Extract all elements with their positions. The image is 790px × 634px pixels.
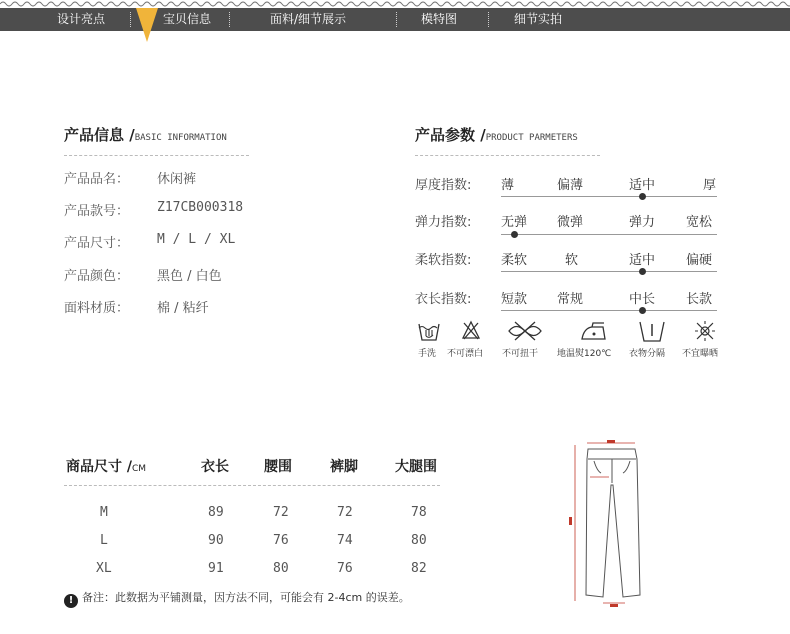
- hand-wash-icon: [417, 320, 441, 342]
- param-option: 适中: [629, 253, 656, 268]
- nav-item-model[interactable]: 模特图: [421, 12, 458, 26]
- info-label-material: 面料材质：: [64, 301, 130, 316]
- separate-wash-icon: [637, 320, 667, 344]
- size-cell: 80: [273, 561, 289, 576]
- care-label-no-sun: 不宜曝晒: [682, 349, 719, 359]
- param-option: 偏薄: [557, 178, 584, 193]
- param-option: 无弹: [501, 215, 528, 230]
- product-params-title-cn: 产品参数 /: [415, 126, 486, 144]
- param-option: 适中: [629, 178, 656, 193]
- info-label-style-no: 产品款号：: [64, 204, 130, 219]
- size-cell: 80: [411, 533, 427, 548]
- size-cell: 78: [411, 505, 427, 520]
- info-value-material: 棉 / 粘纤: [157, 301, 209, 316]
- no-bleach-icon: [461, 320, 481, 340]
- param-label-length: 衣长指数:: [415, 292, 472, 307]
- wavy-border: [0, 0, 790, 8]
- warning-icon: !: [64, 594, 78, 608]
- product-info-title-en: BASIC INFORMATION: [134, 133, 227, 143]
- size-cell: 91: [208, 561, 224, 576]
- size-label: M: [100, 505, 108, 520]
- param-option: 常规: [557, 292, 584, 307]
- scale-marker: [639, 193, 646, 200]
- size-table-unit: CM: [132, 464, 147, 474]
- nav-separator: [130, 12, 131, 27]
- divider: [64, 485, 440, 486]
- size-cell: 72: [273, 505, 289, 520]
- size-header-waist: 腰围: [264, 459, 292, 475]
- size-cell: 90: [208, 533, 224, 548]
- nav-item-detail[interactable]: 细节实拍: [514, 12, 563, 26]
- param-option: 偏硬: [686, 253, 713, 268]
- care-label-no-wring: 不可扭干: [502, 349, 539, 359]
- param-label-softness: 柔软指数:: [415, 253, 472, 268]
- param-option: 软: [565, 253, 579, 268]
- info-label-size: 产品尺寸：: [64, 236, 130, 251]
- scale-line: [501, 196, 717, 197]
- no-sun-dry-icon: [694, 320, 716, 342]
- product-params-title-en: PRODUCT PARMETERS: [485, 133, 578, 143]
- nav-item-info[interactable]: 宝贝信息: [163, 12, 212, 26]
- size-cell: 89: [208, 505, 224, 520]
- nav-separator: [488, 12, 489, 27]
- care-label-separate: 衣物分隔: [629, 349, 666, 359]
- param-option: 弹力: [629, 215, 656, 230]
- nav-item-design[interactable]: 设计亮点: [57, 12, 106, 26]
- scale-marker: [639, 307, 646, 314]
- info-value-style-no: Z17CB000318: [157, 200, 244, 215]
- iron-low-icon: [579, 320, 609, 342]
- size-header-hem: 裤脚: [330, 459, 358, 475]
- no-wring-icon: [505, 320, 545, 342]
- scale-marker: [639, 268, 646, 275]
- info-value-size: M / L / XL: [157, 232, 236, 247]
- size-cell: 76: [337, 561, 353, 576]
- product-info-title: [64, 124, 227, 145]
- size-header-length: 衣长: [201, 459, 229, 475]
- size-cell: 74: [337, 533, 353, 548]
- size-cell: 76: [273, 533, 289, 548]
- size-table-title-cn: 商品尺寸 /: [66, 459, 132, 475]
- size-label: L: [100, 533, 108, 548]
- care-label-iron: 地温熨120℃: [557, 349, 612, 359]
- nav-item-fabric[interactable]: 面料/细节展示: [270, 12, 347, 26]
- nav-separator: [229, 12, 230, 27]
- divider: [415, 155, 600, 156]
- param-option: 柔软: [501, 253, 528, 268]
- nav-separator: [396, 12, 397, 27]
- scale-line: [501, 310, 717, 311]
- param-option: 薄: [501, 178, 515, 193]
- divider: [64, 155, 249, 156]
- size-header-thigh: 大腿围: [395, 459, 437, 475]
- info-value-color: 黑色 / 白色: [157, 269, 222, 284]
- care-label-hand-wash: 手洗: [418, 349, 437, 359]
- param-option: 厚: [703, 178, 717, 193]
- size-label: XL: [96, 561, 112, 576]
- size-table-title: [66, 456, 146, 476]
- scale-line: [501, 234, 717, 235]
- size-cell: 72: [337, 505, 353, 520]
- note-text: 备注：此数据为平铺测量，因方法不同，可能会有 2-4cm 的误差。: [82, 591, 410, 604]
- param-option: 中长: [629, 292, 656, 307]
- param-option: 长款: [686, 292, 713, 307]
- product-params-title: [415, 124, 578, 145]
- param-option: 微弹: [557, 215, 584, 230]
- active-nav-arrow: [136, 8, 158, 42]
- pants-measurement-diagram: [557, 437, 661, 609]
- scale-marker: [511, 231, 518, 238]
- info-label-name: 产品品名：: [64, 172, 130, 187]
- param-option: 短款: [501, 292, 528, 307]
- info-label-color: 产品颜色：: [64, 269, 130, 284]
- nav-bar: [0, 8, 790, 31]
- product-info-title-cn: 产品信息 /: [64, 126, 135, 144]
- care-label-no-bleach: 不可漂白: [447, 349, 484, 359]
- info-value-name: 休闲裤: [157, 172, 197, 187]
- param-label-elasticity: 弹力指数:: [415, 215, 472, 230]
- measurement-note: [64, 589, 410, 608]
- param-label-thickness: 厚度指数:: [415, 178, 472, 193]
- scale-line: [501, 271, 717, 272]
- param-option: 宽松: [686, 215, 713, 230]
- size-cell: 82: [411, 561, 427, 576]
